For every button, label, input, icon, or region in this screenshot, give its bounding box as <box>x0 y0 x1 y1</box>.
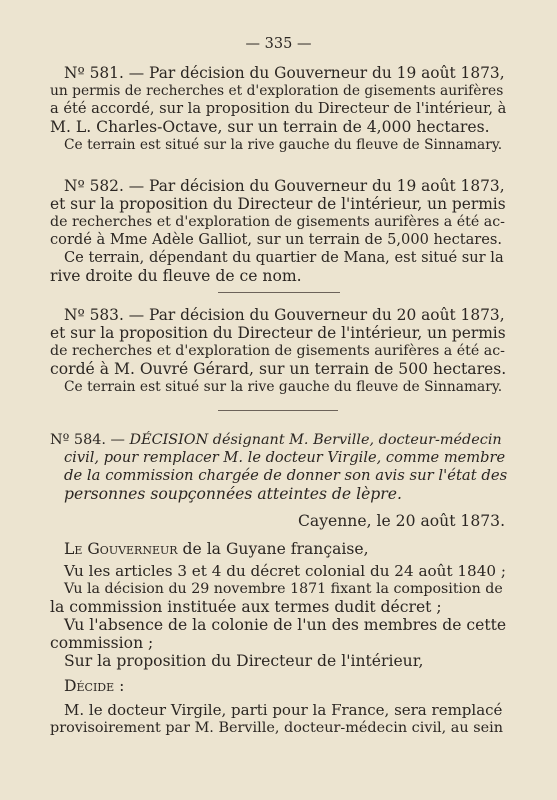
n584-authority <box>64 540 369 558</box>
n584-authority-title: Le Gouverneur <box>64 540 178 558</box>
n584-heading-line-1 <box>50 431 502 449</box>
section-divider <box>218 292 340 293</box>
n583-line-2: et sur la proposition du Directeur de l'intérieur, un permis <box>50 324 506 342</box>
n582-line-6: rive droite du fleuve de ce nom. <box>50 267 302 285</box>
n584-heading-line-4: personnes soupçonnées atteintes de lèpre. <box>64 485 402 503</box>
page-number: — 335 — <box>245 36 312 52</box>
n582-line-5: Ce terrain, dépendant du quartier de Mana, est situé sur la <box>64 249 504 266</box>
n584-body-line-1: Vu les articles 3 et 4 du décret colonial du 24 août 1840 ; <box>64 562 506 580</box>
n584-body-line-5: commission ; <box>50 634 154 652</box>
n581-line-5: Ce terrain est situé sur la rive gauche du fleuve de Sinnamary. <box>64 137 503 153</box>
n584-final-line-1: M. le docteur Virgile, parti pour la France, sera remplacé <box>64 701 503 719</box>
n583-line-3: de recherches et d'exploration de gisements aurifères a été ac- <box>50 343 505 359</box>
n581-line-3: a été accordé, sur la proposition du Directeur de l'intérieur, à <box>50 100 507 117</box>
n581-line-4: M. L. Charles-Octave, sur un terrain de 4,000 hectares. <box>50 118 490 136</box>
n582-line-4: cordé à Mme Adèle Galliot, sur un terrain de 5,000 hectares. <box>50 231 503 248</box>
n581-line-2: un permis de recherches et d'exploration de gisements aurifères <box>50 83 504 99</box>
n583-line-1: Nº 583. — Par décision du Gouverneur du 20 août 1873, <box>64 306 505 324</box>
n584-heading-line-3: de la commission chargée de donner son avis sur l'état des <box>64 467 508 484</box>
n584-final-line-2: provisoirement par M. Berville, docteur-médecin civil, au sein <box>50 720 504 736</box>
n582-line-2: et sur la proposition du Directeur de l'intérieur, un permis <box>50 195 506 213</box>
n584-decide: Décide : <box>64 677 125 695</box>
n584-body-line-2: Vu la décision du 29 novembre 1871 fixant la composition de <box>64 581 503 597</box>
n583-line-4: cordé à M. Ouvré Gérard, sur un terrain de 500 hectares. <box>50 360 507 378</box>
n584-body-line-4: Vu l'absence de la colonie de l'un des membres de cette <box>64 616 507 634</box>
n582-line-3: de recherches et d'exploration de gisements aurifères a été ac- <box>50 214 505 230</box>
n582-line-1: Nº 582. — Par décision du Gouverneur du 19 août 1873, <box>64 177 505 195</box>
n583-line-5: Ce terrain est situé sur la rive gauche du fleuve de Sinnamary. <box>64 379 503 395</box>
n584-heading-text: désignant M. Berville, docteur-médecin <box>212 432 502 448</box>
section-divider <box>218 410 338 411</box>
n584-heading-line-2: civil, pour remplacer M. le docteur Virgile, comme membre <box>64 449 506 466</box>
n584-dateline: Cayenne, le 20 août 1873. <box>298 512 506 530</box>
n584-number: Nº 584. — <box>50 432 125 448</box>
n584-authority-rest: de la Guyane française, <box>182 540 369 558</box>
n584-body-line-6: Sur la proposition du Directeur de l'intérieur, <box>64 652 424 670</box>
n581-line-1: Nº 581. — Par décision du Gouverneur du 19 août 1873, <box>64 64 505 82</box>
n584-decision-word: DÉCISION <box>129 432 209 448</box>
n584-body-line-3: la commission instituée aux termes dudit décret ; <box>50 598 442 616</box>
